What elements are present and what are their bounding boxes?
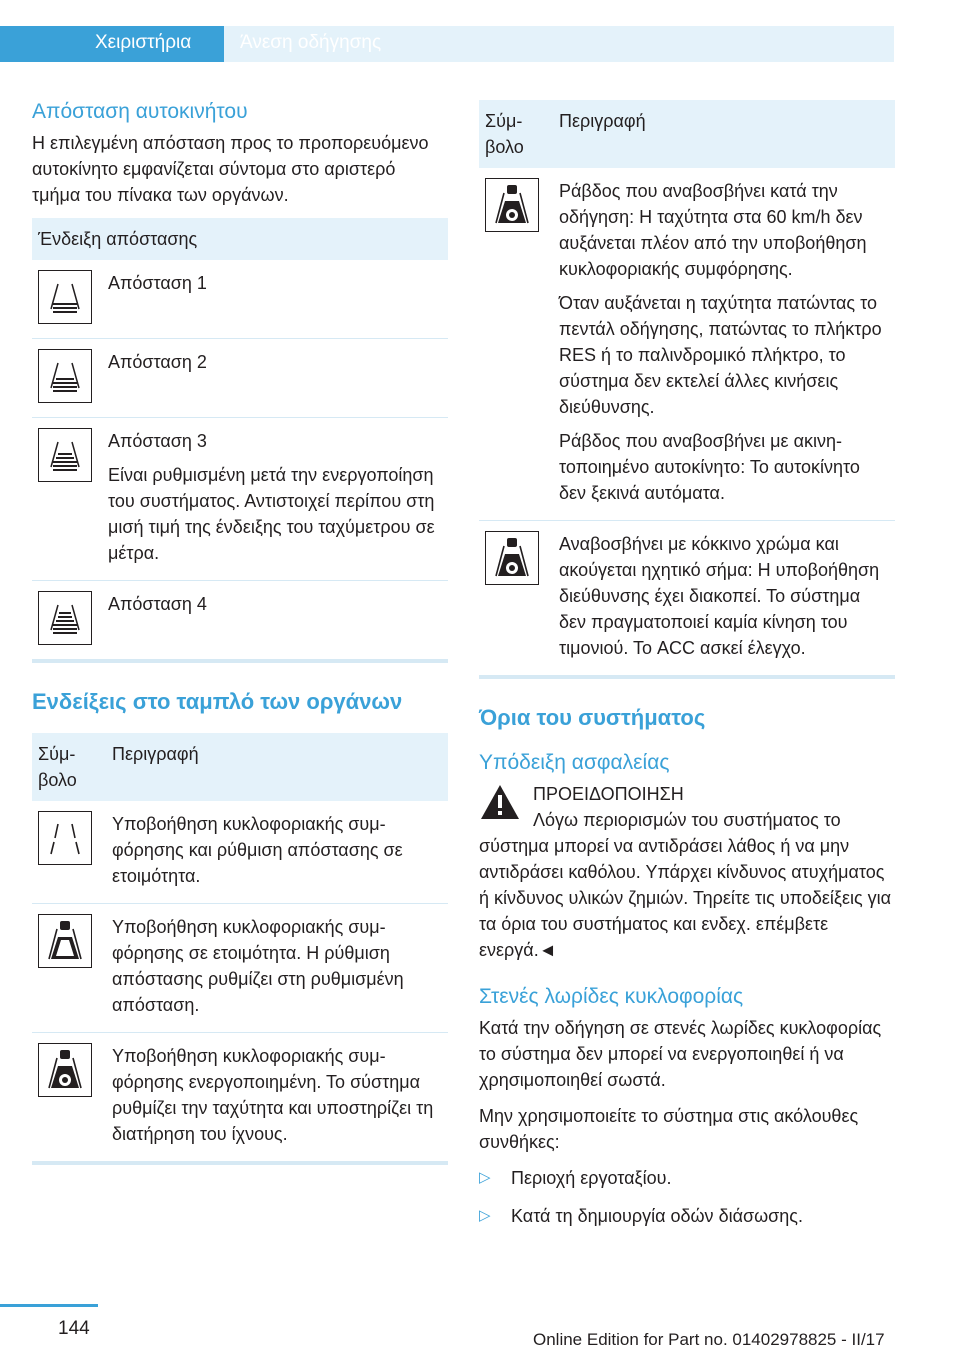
distance-bars-1-icon	[38, 270, 92, 324]
distance-bars-3-icon	[38, 428, 92, 482]
indicators-table	[32, 733, 448, 1165]
left-column	[32, 100, 448, 1165]
list-item: ▷ Περιοχή εργοταξίου.	[479, 1165, 895, 1191]
table-row	[32, 581, 448, 662]
distance-bars-2-icon	[38, 349, 92, 403]
distance-row-text: Απόσταση 1	[108, 273, 207, 293]
right-column	[479, 100, 895, 1241]
symbols-table	[479, 100, 895, 679]
symbol-row-text: Αναβοσβήνει με κόκκινο χρώμα και ακούγεται ηχητικό σήμα: Η υποβοήθηση διεύθυνσης έχει διακοπεί. Το σύστημα δεν πραγματοποιεί καμία κίνηση του τιμονιού. Το ACC ασκεί έλεγχο.	[559, 534, 880, 658]
steering-assist-flashing-icon	[485, 178, 539, 232]
symbol-row-text: Ράβδος που αναβοσβήνει κατά την οδήγηση: Η ταχύτητα στα 60 km/h δεν αυξάνεται πλέον από την υποβοήθηση κυκλοφοριακής συμφόρησης.	[559, 181, 867, 279]
edition-note: Online Edition for Part no. 01402978825 - II/17	[533, 1330, 885, 1349]
distance-text: Η επιλεγμένη απόσταση προς το προπορευόμενο αυτοκίνητο εμφανίζεται σύντομα στο αριστερό τμήμα του πίνακα των οργάνων.	[32, 133, 429, 205]
distance-row-text: Απόσταση 2	[108, 352, 207, 372]
triangle-bullet-icon: ▷	[479, 1207, 491, 1224]
limits-heading: Όρια του συστήματος	[479, 705, 706, 730]
table-row	[32, 904, 448, 1033]
distance-row-text: Απόσταση 4	[108, 594, 207, 614]
header-subsection-title: Άνεση οδήγησης	[240, 32, 382, 53]
running-header	[0, 26, 894, 62]
table-row	[479, 521, 895, 678]
footer-rule	[0, 1304, 98, 1307]
page-number: 144	[58, 1318, 90, 1339]
distance-table	[32, 218, 448, 663]
narrow-lanes-text-2: Μην χρησιμοποιείτε το σύστημα στις ακόλουθες συνθήκες:	[479, 1106, 859, 1152]
traffic-jam-assist-ready-icon	[38, 914, 92, 968]
table-row	[32, 260, 448, 339]
narrow-lanes-text-1: Κατά την οδήγηση σε στενές λωρίδες κυκλοφορίας το σύστημα δεν μπορεί να ενεργοποιηθεί ή να χρησιμοποιηθεί σωστά.	[479, 1018, 882, 1090]
distance-table-header: Ένδειξη απόστασης	[32, 218, 448, 260]
traffic-jam-assist-active-icon	[38, 1043, 92, 1097]
distance-row-note: Είναι ρυθμισμένη μετά την ενεργοποίηση του συστήματος. Αντιστοιχεί περίπου στη μισή τιμή της ένδειξης του ταχύμετρου σε μέτρα.	[108, 465, 435, 563]
table-row	[32, 1033, 448, 1164]
col-description-header: Περιγραφή	[553, 100, 895, 168]
warning-block	[479, 781, 895, 807]
warning-triangle-icon	[479, 783, 521, 826]
col-symbol-header: Σύμβολο	[32, 733, 106, 801]
col-description-header: Περιγραφή	[106, 733, 448, 801]
safety-heading: Υπόδειξη ασφαλείας	[479, 751, 670, 774]
table-row	[32, 418, 448, 581]
triangle-bullet-icon: ▷	[479, 1169, 491, 1186]
table-row	[32, 801, 448, 904]
lane-lines-icon	[38, 811, 92, 865]
conditions-list	[479, 1165, 895, 1229]
table-row	[32, 339, 448, 418]
indicator-row-text: Υποβοήθηση κυκλοφοριακής συμφόρησης και ρύθμιση απόστασης σε ετοιμότητα.	[112, 814, 403, 886]
steering-assist-red-icon	[485, 531, 539, 585]
indicators-heading: Ενδείξεις στο ταμπλό των οργάνων	[32, 689, 403, 714]
warning-title: ΠΡΟΕΙΔΟΠΟΙΗΣΗ	[533, 784, 684, 804]
indicator-row-text: Υποβοήθηση κυκλοφοριακής συμφόρησης ενεργοποιημένη. Το σύστημα ρυθμίζει την ταχύτητα και υποστηρίζει τη διατήρηση του ίχνους.	[112, 1046, 434, 1144]
symbol-row-text: Ράβδος που αναβοσβήνει με ακινητοποιημένο αυτοκίνητο: Το αυτοκίνητο δεν ξεκινά αυτόματα.	[559, 431, 860, 503]
indicator-row-text: Υποβοήθηση κυκλοφοριακής συμφόρησης σε ετοιμότητα. Η ρύθμιση απόστασης ρυθμίζει στη ρυθμισμένη απόσταση.	[112, 917, 404, 1015]
table-row	[479, 168, 895, 521]
distance-bars-4-icon	[38, 591, 92, 645]
header-section-title: Χειριστήρια	[95, 32, 192, 53]
col-symbol-header: Σύμβολο	[479, 100, 553, 168]
warning-text: Λόγω περιορισμών του συστήματος το σύστημα μπορεί να αντιδράσει λάθος ή να μην αντιδράσει καθόλου. Υπάρχει κίνδυνος ατυχήματος ή κίνδυνος υλικών ζημιών. Τηρείτε τις υποδείξεις για τα όρια του συστήματος και ενδεχ. επέμβετε ενεργά.◄	[479, 810, 892, 960]
narrow-lanes-heading: Στενές λωρίδες κυκλοφορίας	[479, 985, 744, 1008]
list-item: ▷ Κατά τη δημιουργία οδών διάσωσης.	[479, 1203, 895, 1229]
distance-row-text: Απόσταση 3	[108, 431, 207, 451]
distance-heading: Απόσταση αυτοκινήτου	[32, 100, 248, 123]
symbol-row-text: Όταν αυξάνεται η ταχύτητα πατώντας το πεντάλ οδήγησης, πατώντας το πλήκτρο RES ή το παλινδρομικό πλήκτρο, το σύστημα δεν εκτελεί άλλες κινήσεις διεύθυνσης.	[559, 293, 882, 417]
